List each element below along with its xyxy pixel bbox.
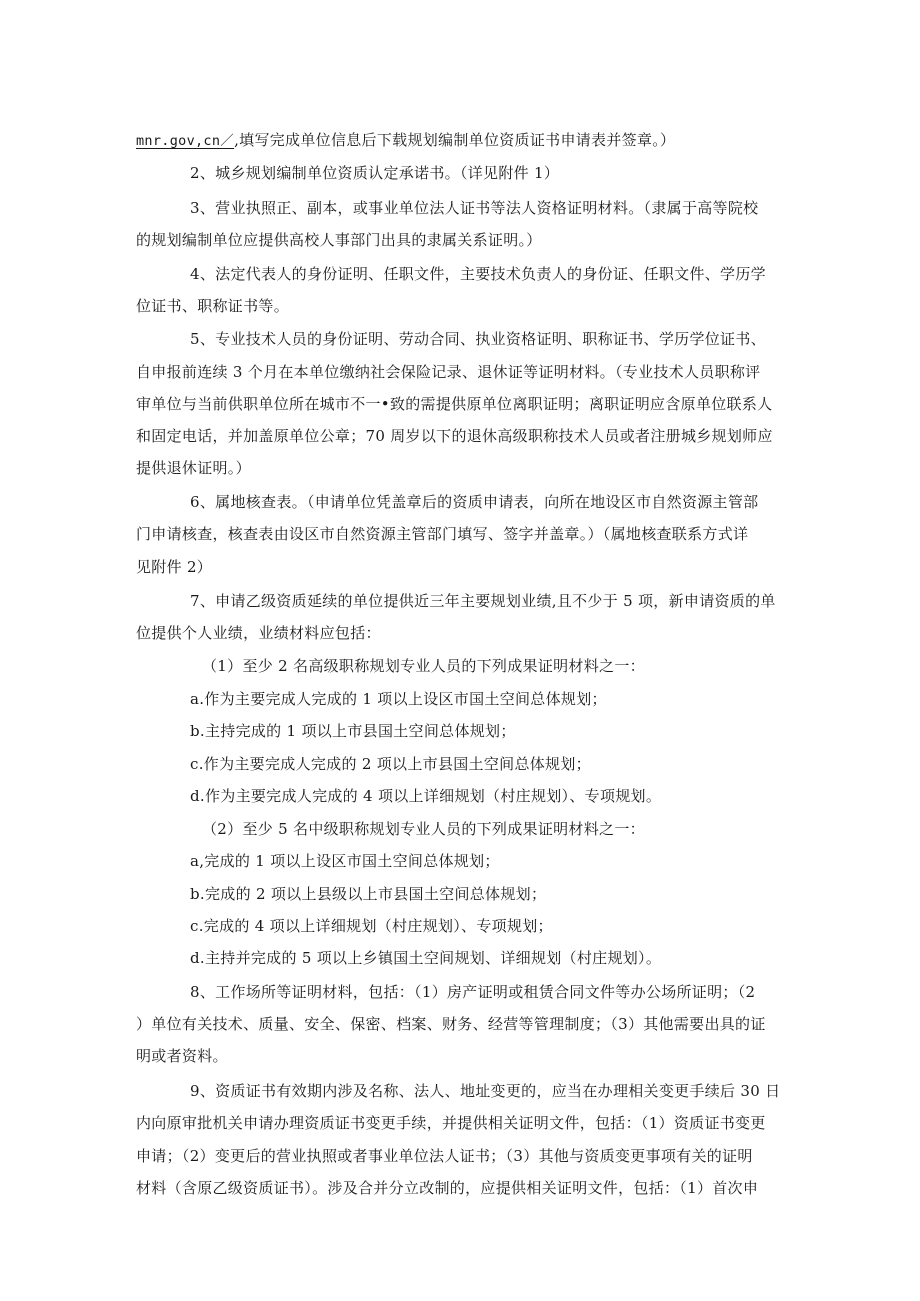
paragraph-1-text: ,填写完成单位信息后下载规划编制单位资质证书申请表并签章。） bbox=[234, 131, 676, 149]
item-5-line-5: 提供退休证明。） bbox=[136, 459, 251, 477]
item-6-line-1: 6、属地核查表。（申请单位凭盖章后的资质申请表，向所在地设区市自然资源主管部 bbox=[190, 493, 759, 511]
paragraph-1-line-1 bbox=[136, 129, 675, 152]
item-4-line-2: 位证书、职称证书等。 bbox=[136, 297, 290, 315]
sub-2-heading: （2）至少 5 名中级职称规划专业人员的下列成果证明材料之一： bbox=[202, 820, 645, 838]
item-9-line-3: 申请；（2）变更后的营业执照或者事业单位法人证书；（3）其他与资质变更事项有关的证明 bbox=[136, 1147, 753, 1165]
item-9-line-2: 内向原审批机关申请办理资质证书变更手续，并提供相关证明文件，包括：（1）资质证书变更 bbox=[136, 1114, 766, 1132]
sub-2-item-a: a,完成的 1 项以上设区市国土空间总体规划； bbox=[190, 852, 500, 870]
website-link[interactable]: mnr.gov,cn／ bbox=[136, 133, 235, 149]
sub-1-item-a: a.作为主要完成人完成的 1 项以上设区市国土空间总体规划； bbox=[190, 690, 607, 708]
item-5-line-3: 审单位与当前供职单位所在城市不一•致的需提供原单位离职证明；离职证明应含原单位联系人 bbox=[136, 395, 773, 413]
item-5-line-1: 5、专业技术人员的身份证明、劳动合同、执业资格证明、职称证书、学历学位证书、 bbox=[190, 330, 766, 348]
item-6-line-3: 见附件 2） bbox=[136, 558, 213, 576]
item-8-line-3: 明或者资料。 bbox=[136, 1047, 228, 1065]
item-9-line-1: 9、资质证书有效期内涉及名称、法人、地址变更的，应当在办理相关变更手续后 30 日 bbox=[190, 1082, 781, 1100]
sub-2-item-d: d.主持并完成的 5 项以上乡镇国土空间规划、详细规划（村庄规划）。 bbox=[190, 949, 662, 967]
item-5-line-4: 和固定电话，并加盖原单位公章；70 周岁以下的退休高级职称技术人员或者注册城乡规划师应 bbox=[136, 427, 773, 445]
item-6-line-2: 门申请核查，核查表由设区市自然资源主管部门填写、签字并盖章。）（属地核查联系方式详 bbox=[136, 525, 749, 543]
item-8-line-1: 8、工作场所等证明材料，包括：（1）房产证明或租赁合同文件等办公场所证明；（2 bbox=[190, 983, 756, 1001]
sub-1-item-b: b.主持完成的 1 项以上市县国土空间总体规划； bbox=[190, 722, 516, 740]
item-4-line-1: 4、法定代表人的身份证明、任职文件，主要技术负责人的身份证、任职文件、学历学 bbox=[190, 265, 766, 283]
sub-1-item-d: d.作为主要完成人完成的 4 项以上详细规划（村庄规划）、专项规划。 bbox=[190, 787, 662, 805]
item-2: 2、城乡规划编制单位资质认定承诺书。（详见附件 1） bbox=[190, 164, 560, 182]
item-3-line-1: 3、营业执照正、副本，或事业单位法人证书等法人资格证明材料。（隶属于高等院校 bbox=[190, 199, 759, 217]
item-5-line-2: 自申报前连续 3 个月在本单位缴纳社会保险记录、退休证等证明材料。（专业技术人员职称评 bbox=[136, 363, 761, 381]
item-7-line-1: 7、申请乙级资质延续的单位提供近三年主要规划业绩,且不少于 5 项，新申请资质的单 bbox=[190, 592, 776, 610]
sub-2-item-b: b.完成的 2 项以上县级以上市县国土空间总体规划； bbox=[190, 885, 547, 903]
sub-1-heading: （1）至少 2 名高级职称规划专业人员的下列成果证明材料之一： bbox=[202, 657, 645, 675]
sub-2-item-c: c.完成的 4 项以上详细规划（村庄规划）、专项规划； bbox=[190, 917, 553, 935]
sub-1-item-c: c.作为主要完成人完成的 2 项以上市县国土空间总体规划； bbox=[190, 755, 591, 773]
item-7-line-2: 位提供个人业绩，业绩材料应包括： bbox=[136, 624, 381, 642]
item-8-line-2: ）单位有关技术、质量、安全、保密、档案、财务、经营等管理制度；（3）其他需要出具的证 bbox=[136, 1015, 766, 1033]
item-3-line-2: 的规划编制单位应提供高校人事部门出具的隶属关系证明。） bbox=[136, 231, 542, 249]
item-9-line-4: 材料（含原乙级资质证书）。涉及合并分立改制的，应提供相关证明文件，包括：（1）首次申 bbox=[136, 1179, 759, 1197]
